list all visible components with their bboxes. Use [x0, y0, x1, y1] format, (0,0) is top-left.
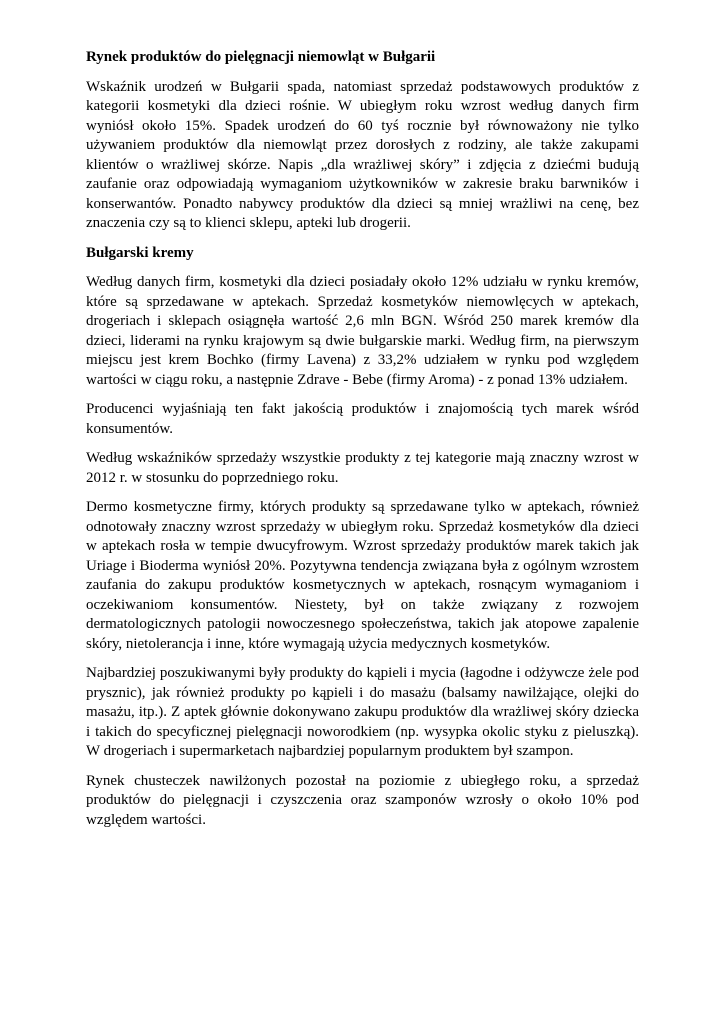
section-heading: Bułgarski kremy: [86, 244, 194, 261]
body-paragraph: Dermo kosmetyczne firmy, których produkty są sprzedawane tylko w aptekach, również odnotowały znaczny wzrost sprzedaży w ubiegłym roku. Sprzedaż kosmetyków dla dzieci w aptekach rosła w tempie dwucyfrowym. Wzrost sprzedaży produktów marek takich jak Uriage i Bioderma wyniósł 20%. Pozytywna tendencja związana była z ogólnym wzrostem zaufania do zakupu produktów kosmetycznych w aptekach, rosnącym wymaganiom i oczekiwaniom konsumentów. Niestety, był on także związany z rozwojem dermatologicznych patologii nowoczesnego społeczeństwa, takich jak atopowe zapalenie skóry, nietolerancja i inne, które wymagają użycia medycznych kosmetyków.: [86, 499, 639, 652]
body-paragraph: Według wskaźników sprzedaży wszystkie produkty z tej kategorie mają znaczny wzrost w 2012 r. w stosunku do poprzedniego roku.: [86, 450, 639, 486]
document-title: Rynek produktów do pielęgnacji niemowląt w Bułgarii: [86, 49, 436, 65]
body-paragraph: Rynek chusteczek nawilżonych pozostał na poziomie z ubiegłego roku, a sprzedaż produktów do pielęgnacji i czyszczenia oraz szamponów wzrosły o około 10% pod względem wartości.: [86, 772, 639, 828]
body-paragraph: Według danych firm, kosmetyki dla dzieci posiadały około 12% udziału w rynku kremów, które są sprzedawane w aptekach. Sprzedaż kosmetyków niemowlęcych w aptekach, drogeriach i sklepach osiągnęła wartość 2,6 mln BGN. Wśród 250 marek kremów dla dzieci, liderami na rynku krajowym są dwie bułgarskie marki. Według firm, na pierwszym miejscu jest krem Bochko (firmy Lavena) z 33,2% udziałem w rynku pod względem wartości w ciągu roku, a następnie Zdrave - Bebe (firmy Aroma) - z ponad 13% udziałem.: [86, 274, 639, 388]
body-paragraph: Najbardziej poszukiwanymi były produkty do kąpieli i mycia (łagodne i odżywcze żele pod prysznic), jak również produkty po kąpieli i do masażu (balsamy nawilżające, olejki do masażu, itp.). Z aptek głównie dokonywano zakupu produktów dla wrażliwej skóry dziecka i takich do specyficznej pielęgnacji noworodkiem (np. wysypka okolic styku z pieluszką). W drogeriach i supermarketach najbardziej popularnym produktem był szampon.: [86, 665, 639, 759]
body-paragraph: Producenci wyjaśniają ten fakt jakością produktów i znajomością tych marek wśród konsumentów.: [86, 401, 639, 437]
intro-paragraph: Wskaźnik urodzeń w Bułgarii spada, natomiast sprzedaż podstawowych produktów z kategorii kosmetyki dla dzieci rośnie. W ubiegłym roku wzrost według danych firm wyniósł około 15%. Spadek urodzeń do 60 tyś rocznie był równoważony nie tylko używaniem produktów dla niemowląt przez dorosłych z rodziny, ale także zakupami klientów o wrażliwej skórze. Napis „dla wrażliwej skóry” i zdjęcia z dziećmi budują zaufanie oraz odpowiadają wymaganiom użytkowników w zakresie braku barwników i konserwantów. Ponadto nabywcy produktów dla dzieci są mniej wrażliwi na cenę, bez znaczenia czy są to klienci sklepu, apteki lub drogerii.: [86, 78, 639, 231]
